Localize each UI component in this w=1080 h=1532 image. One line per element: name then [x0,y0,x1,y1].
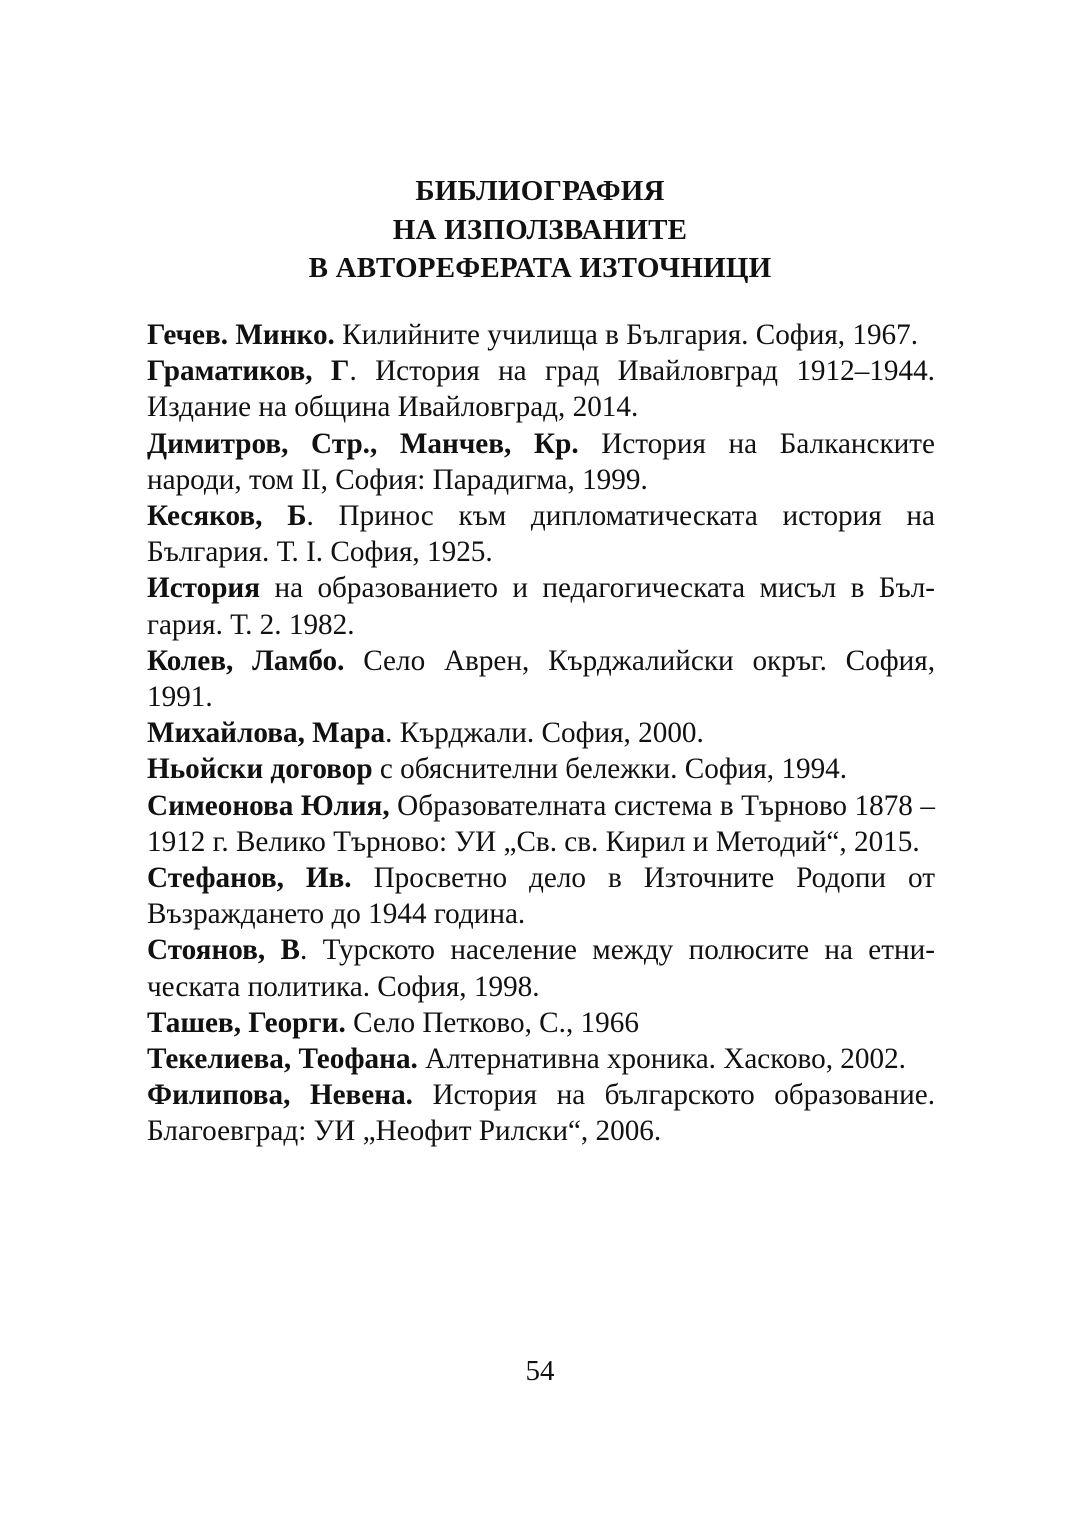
heading-line-2: НА ИЗПОЛЗВАНИТЕ [392,213,688,246]
entry-text: История на Балканските народи, том II, София: Парадигма, 1999. [147,427,935,496]
entry-text: . Турското население между полюсите на етническата политика. София, 1998. [147,934,935,1003]
bibliography-entry [147,860,935,932]
entry-author: История [147,572,261,605]
entry-author: Филипова, Невена. [147,1079,413,1112]
entry-author: Ташев, Георги. [147,1006,346,1039]
bibliography-entry [147,643,935,715]
entry-author: Колев, Ламбо. [147,644,345,677]
entry-text: Килийните училища в България. София, 1967. [334,319,919,351]
entry-text: Село Петково, С., 1966 [345,1006,639,1039]
bibliography-entry [147,570,935,642]
entry-text: Образователната система в Търново 1878 – 1912 г. Велико Търново: УИ „Св. св. Кирил и Методий“, 2015. [147,789,935,858]
bibliography-entry [147,932,935,1004]
entry-author: Граматиков, Г [147,355,350,388]
bibliography-entry [147,498,935,570]
entry-text: с обяснителни бележки. София, 1994. [372,753,848,786]
entry-author: Гечев. Минко. [147,319,335,351]
entry-text: на образованието и педагогическата мисъл в България. Т. 2. 1982. [147,572,935,641]
heading-line-1: БИБЛИОГРАФИЯ [415,175,665,207]
bibliography-entry [147,751,935,787]
entry-text: Алтернативна хроника. Хасково, 2002. [417,1043,906,1076]
bibliography-entry [147,426,935,498]
bibliography-entry [147,1041,935,1077]
bibliography-entry [147,788,935,860]
entry-author: Текелиева, Теофана. [147,1043,418,1076]
entry-author: Михайлова, Мара [147,717,386,750]
bibliography-list [147,317,935,1150]
entry-text: . Кърджали. София, 2000. [385,717,704,750]
entry-author: Стоянов, В [147,934,301,967]
entry-text: . История на град Ивайловград 1912–1944. Издание на община Ивайловград, 2014. [147,355,935,424]
bibliography-entry [147,715,935,751]
entry-author: Стефанов, Ив. [147,862,352,895]
entry-author: Симеонова Юлия, [147,789,390,822]
page-number: 54 [525,1355,555,1387]
entry-text: . Принос към дипломатическата история на България. Т. I. София, 1925. [147,500,935,569]
entry-text: Село Аврен, Кърджалийски окръг. София, 1991. [147,644,935,714]
entry-author: Ньойски договор [147,753,373,786]
entry-author: Кесяков, Б [147,500,307,533]
entry-text: История на българското образование. Благоевград: УИ „Неофит Рилски“, 2006. [147,1079,936,1148]
heading-line-3: В АВТОРЕФЕРАТА ИЗТОЧНИЦИ [308,252,772,284]
bibliography-entry [147,1005,935,1041]
entry-text: Просветно дело в Източните Родопи от Възраждането до 1944 година. [147,862,935,931]
bibliography-heading [0,172,1080,288]
bibliography-entry [147,353,935,425]
bibliography-entry [147,1077,935,1149]
entry-author: Димитров, Стр., Манчев, Кр. [147,427,579,460]
bibliography-entry [147,317,935,353]
